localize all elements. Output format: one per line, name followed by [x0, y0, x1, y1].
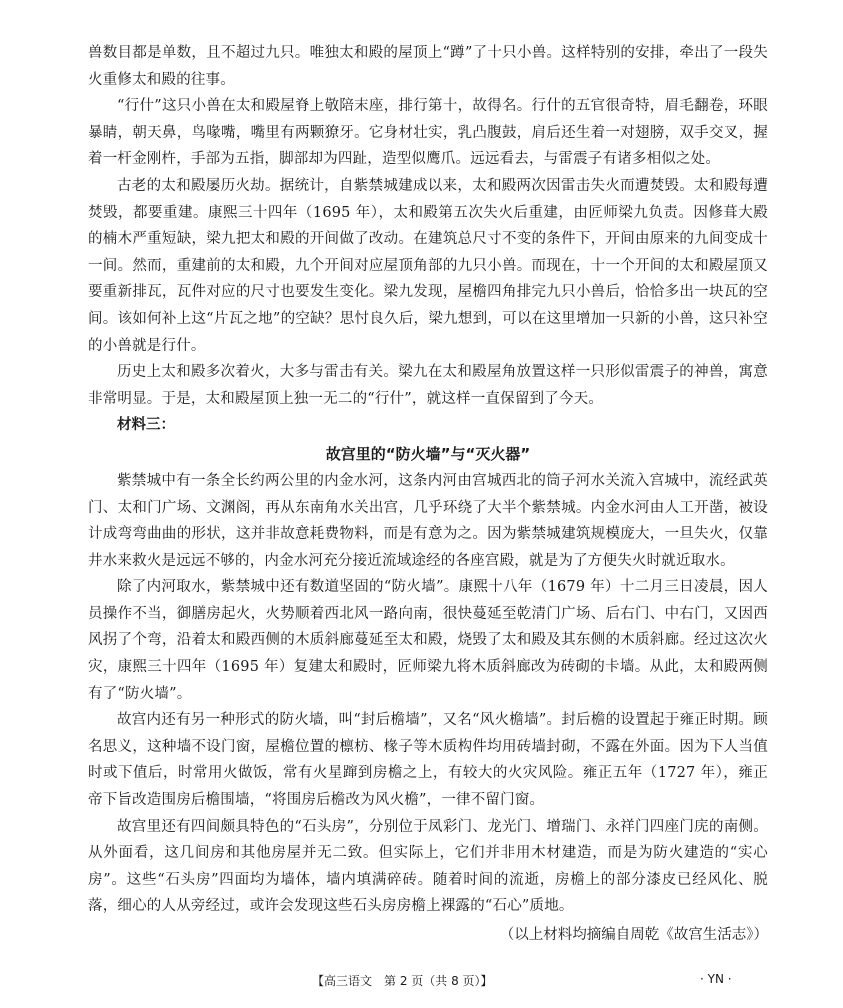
document-page — [88, 40, 768, 950]
paragraph: 紫禁城中有一条全长约两公里的内金水河，这条内河由宫城西北的筒子河水关流入宫城中，流经武英门、太和门广场、文渊阁，再从东南角水关出宫，几乎环绕了大半个紫禁城。内金水河由人工开凿，被设计成弯弯曲曲的形状，这并非故意耗费物料，而是有意为之。因为紫禁城建筑规模庞大，一旦失火，仅靠井水来救火是远远不够的，内金水河充分接近流域途经的各座宫殿，就是为了方便失火时就近取水。 — [88, 472, 768, 569]
exam-code: · YN · — [700, 972, 732, 986]
paragraph: 除了内河取水，紫禁城中还有数道坚固的“防火墙”。康熙十八年（1679 年）十二月三日凌晨，因人员操作不当，御膳房起火，火势顺着西北风一路向南，很快蔓延至乾清门广场、后右门、中右门，又因西风拐了个弯，沿着太和殿西侧的木质斜廊蔓延至太和殿，烧毁了太和殿及其东侧的木质斜廊。经过这次火灾，康熙三十四年（1695 年）复建太和殿时，匠师梁九将木质斜廊改为砖砌的卡墙。从此，太和殿两侧有了“防火墙”。 — [88, 579, 768, 702]
source-note: （以上材料均摘编自周乾《故宫生活志》） — [499, 927, 768, 943]
paragraph: 故宫内还有另一种形式的防火墙，叫“封后檐墙”，又名“风火檐墙”。封后檐的设置起于雍正时期。顾名思义，这种墙不设门窗，屋檐位置的檩枋、椽子等木质构件均用砖墙封砌，不露在外面。因为下人当值时或下值后，时常用火做饭，常有火星蹿到房檐之上，有较大的火灾风险。雍正五年（1727 年），雍正帝下旨改造围房后檐围墙，“将围房后檐改为风火檐”，一律不留门窗。 — [88, 712, 768, 809]
section-title: 故宫里的“防火墙”与“灭火器” — [325, 444, 531, 463]
paragraph: 故宫里还有四间颇具特色的“石头房”，分别位于凤彩门、龙光门、增瑞门、永祥门四座门庑的南侧。从外面看，这几间房和其他房屋并无二致。但实际上，它们并非用木材建造，而是为防火建造的“实心房”。这些“石头房”四面均为墙体，墙内填满碎砖。随着时间的流逝，房檐上的部分漆皮已经风化、脱落，细心的人从旁经过，或许会发现这些石头房房檐上裸露的“石心”质地。 — [88, 818, 768, 915]
page-info: 【高三语文 第 2 页（共 8 页）】 — [312, 974, 493, 988]
material-label: 材料三： — [117, 417, 175, 434]
paragraph: 历史上太和殿多次着火，大多与雷击有关。梁九在太和殿屋角放置这样一只形似雷震子的神兽，寓意非常明显。于是，太和殿屋顶上独一无二的“行什”，就这样一直保留到了今天。 — [88, 364, 768, 407]
paragraph: 古老的太和殿屡历火劫。据统计，自紫禁城建成以来，太和殿两次因雷击失火而遭焚毁。太和殿每遭焚毁，都要重建。康熙三十四年（1695 年），太和殿第五次失火后重建，由匠师梁九负责。因修葺大殿的楠木严重短缺，梁九把太和殿的开间做了改动。在建筑总尺寸不变的条件下，开间由原来的九间变成十一间。然而，重建前的太和殿，九个开间对应屋顶角部的九只小兽。而现在，十一个开间的太和殿屋顶又要重新排瓦，瓦件对应的尺寸也要发生变化。梁九发现，屋檐四角排完九只小兽后，恰恰多出一块瓦的空间。该如何补上这“片瓦之地”的空缺？思忖良久后，梁九想到，可以在这里增加一只新的小兽，这只补空的小兽就是行什。 — [88, 177, 768, 354]
paragraph: 兽数目都是单数，且不超过九只。唯独太和殿的屋顶上“蹲”了十只小兽。这样特别的安排，牵出了一段失火重修太和殿的往事。 — [88, 45, 768, 88]
paragraph: “行什”这只小兽在太和殿屋脊上敬陪末座，排行第十，故得名。行什的五官很奇特，眉毛翻卷，环眼暴睛，朝天鼻，鸟喙嘴，嘴里有两颗獠牙。它身材壮实，乳凸腹鼓，肩后还生着一对翅膀，双手交叉，握着一杆金刚杵，手部为五指，脚部却为四趾，造型似鹰爪。远远看去，与雷震子有诸多相似之处。 — [88, 98, 768, 168]
